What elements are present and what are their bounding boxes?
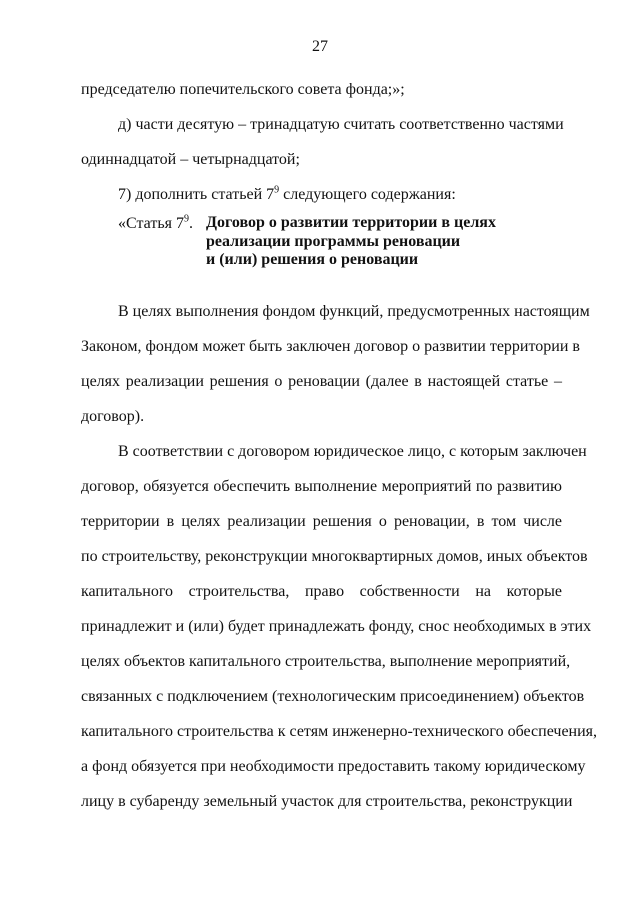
article-title [206, 214, 496, 270]
text-line: д) части десятую – тринадцатую считать соответственно частями [118, 116, 564, 133]
item-7-text-after: следующего содержания: [279, 186, 456, 203]
text-line: целях реализации решения о реновации (далее в настоящей статье – [81, 372, 562, 390]
article-label [81, 214, 206, 270]
article-title-line: и (или) решения о реновации [206, 251, 419, 268]
text-line: территории в целях реализации решения о реновации, в том числе [81, 512, 562, 530]
article-label-dot: . [188, 215, 193, 232]
text-line: по строительству, реконструкции многоквартирных домов, иных объектов [81, 547, 588, 565]
text-line: принадлежит и (или) будет принадлежать фонду, снос необходимых в этих [81, 617, 592, 635]
article-title-line: реализации программы реновации [206, 232, 461, 250]
text-line: договор, обязуется обеспечить выполнение мероприятий по развитию [81, 477, 562, 495]
text-line: а фонд обязуется при необходимости предоставить такому юридическому [81, 757, 586, 775]
item-7-superscript: 9 [274, 184, 280, 196]
text-line: В соответствии с договором юридическое лицо, с которым заключен [118, 442, 587, 460]
text-line: председателю попечительского совета фонда;»; [81, 81, 405, 98]
article-title-line: Договор о развитии территории в целях [206, 214, 496, 231]
item-7-text: 7) дополнить статьей 7 [118, 186, 275, 203]
item-7-line [81, 177, 562, 212]
paragraph-1 [81, 294, 590, 434]
text-line: Законом, фондом может быть заключен договор о развитии территории в [81, 337, 580, 355]
paragraph-2 [81, 434, 598, 819]
text-line: связанных с подключением (технологическим присоединением) объектов [81, 687, 585, 705]
text-line: целях объектов капитального строительства, выполнение мероприятий, [81, 652, 571, 670]
text-line: капитального строительства, право собственности на которые [81, 582, 562, 600]
document-body [81, 72, 598, 819]
page-number: 27 [312, 38, 328, 55]
article-heading [81, 214, 562, 270]
article-label-text: «Статья 7 [118, 215, 184, 232]
article-label-superscript: 9 [183, 213, 189, 225]
text-line: В целях выполнения фондом функций, предусмотренных настоящим [118, 302, 590, 320]
text-line: лицу в субаренду земельный участок для строительства, реконструкции [81, 792, 573, 810]
text-line: договор). [81, 407, 145, 425]
text-line: капитального строительства к сетям инженерно-технического обеспечения, [81, 722, 598, 740]
text-line: одиннадцатой – четырнадцатой; [81, 151, 300, 168]
